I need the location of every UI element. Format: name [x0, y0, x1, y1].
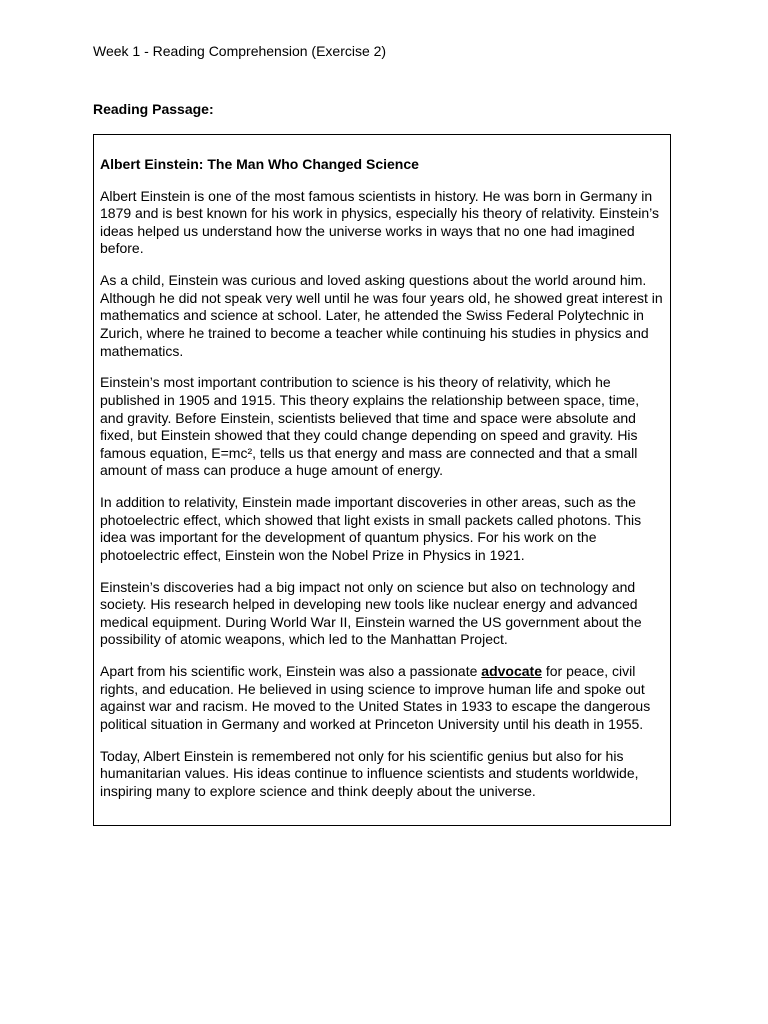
section-label: Reading Passage: — [93, 101, 214, 117]
passage-paragraph-7: Today, Albert Einstein is remembered not only for his scientific genius but also for his humanitarian values. His ideas continue to influence scientists and students worldwide, inspiring many to explore science and think deeply about the universe. — [100, 747, 639, 799]
paragraph-6-text-after: for peace, civil rights, and education. He believed in using science to improve human life and spoke out against war and racism. He moved to the United States in 1933 to escape the dangerous political situation in Germany and worked at Princeton University until his death in 1955. — [100, 663, 651, 732]
passage-paragraph-3: Einstein’s most important contribution to science is his theory of relativity, which he published in 1905 and 1915. This theory explains the relationship between space, time, and gravity. Before Einstein, scientists believed that time and space were absolute and fixed, but Einstein showed that they could change depending on speed and gravity. His famous equation, E=mc², tells us that energy and mass are connected and that a small amount of mass can produce a huge amount of energy. — [100, 374, 640, 479]
passage-paragraph-6 — [100, 663, 664, 733]
paragraph-6-text-before: Apart from his scientific work, Einstein was also a passionate — [100, 663, 482, 680]
passage-paragraph-5: Einstein’s discoveries had a big impact not only on science but also on technology and society. His research helped in developing new tools like nuclear energy and advanced medical equipment. During World War II, Einstein warned the US government about the possibility of atomic weapons, which led to the Manhattan Project. — [100, 578, 642, 648]
passage-title: Albert Einstein: The Man Who Changed Science — [100, 156, 419, 172]
passage-paragraph-2: As a child, Einstein was curious and loved asking questions about the world around him. Although he did not speak very well until he was four years old, he showed great interest in mathematics and science at school. Later, he attended the Swiss Federal Polytechnic in Zurich, where he trained to become a teacher while continuing his studies in physics and mathematics. — [100, 272, 663, 359]
passage-paragraph-4: In addition to relativity, Einstein made important discoveries in other areas, such as the photoelectric effect, which showed that light exists in small packets called photons. This idea was important for the development of quantum physics. For his work on the photoelectric effect, Einstein won the Nobel Prize in Physics in 1921. — [100, 494, 642, 563]
vocabulary-word-advocate: advocate — [481, 663, 542, 680]
reading-passage-box — [93, 134, 671, 826]
page-header: Week 1 - Reading Comprehension (Exercise 2) — [93, 43, 387, 59]
passage-paragraph-1: Albert Einstein is one of the most famous scientists in history. He was born in Germany in 1879 and is best known for his work in physics, especially his theory of relativity. Einstein’s ideas helped us understand how the universe works in ways that no one had imagined before. — [100, 187, 659, 257]
